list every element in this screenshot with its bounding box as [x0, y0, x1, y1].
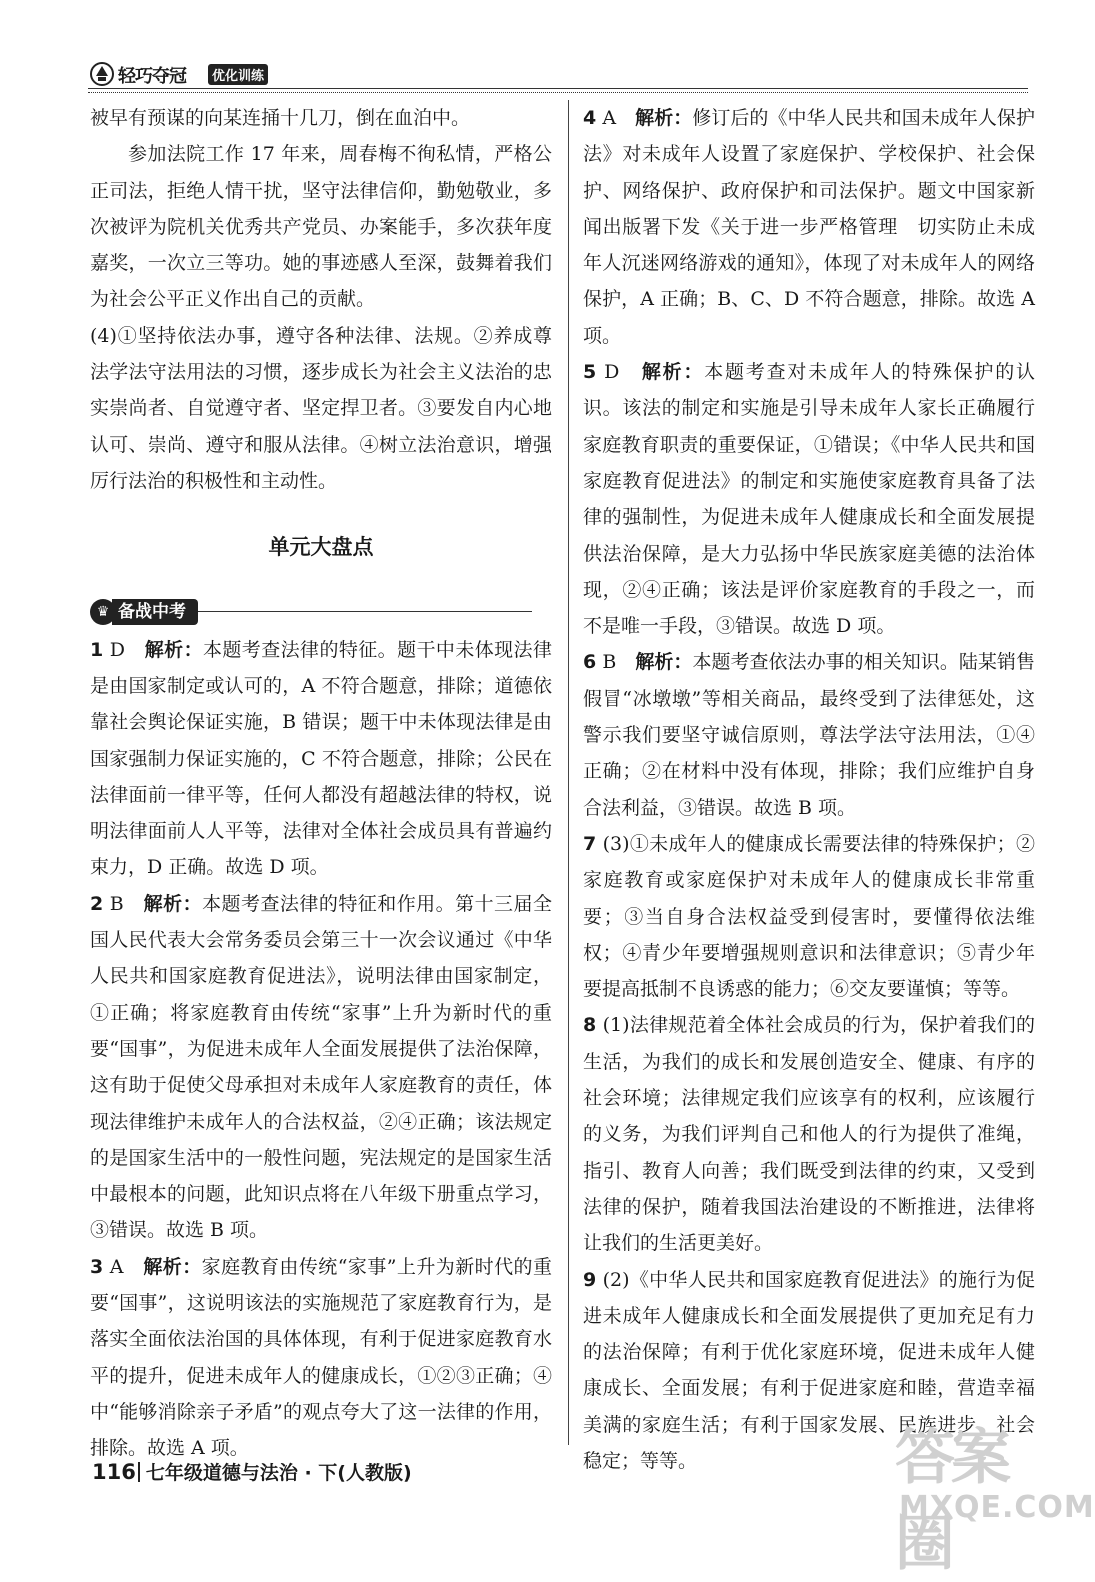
page-number: 116: [92, 1460, 136, 1484]
paragraph: 被早有预谋的向某连捅十几刀，倒在血泊中。: [90, 107, 471, 129]
footer-bar: [138, 1462, 140, 1482]
brand-name: 轻巧夺冠: [118, 66, 186, 87]
left-column: [90, 100, 552, 1467]
item-keyword: 解析：: [635, 107, 693, 129]
answer-item: [583, 826, 1035, 1007]
item-text: 本题考查对未成年人的特殊保护的认识。该法的制定和实施是引导未成年人家长正确履行家庭教育职责的重要保证，①错误；《中华人民共和国家庭教育促进法》的制定和实施使家庭教育具备了法律的强制性，为促进未成年人健康成长和全面发展提供法治保障，是大力弘扬中华民族家庭美德的法治体现，②④正确；该法是评价家庭教育的手段之一，而不是唯一手段，③错误。故选 D 项。: [583, 361, 1035, 638]
item-text: 本题考查依法办事的相关知识。陆某销售假冒“冰墩墩”等相关商品，最终受到了法律惩处，这警示我们要坚守诚信原则，尊法学法守法用法，①④正确；②在材料中没有体现，排除；我们应维护自身合法利益，③错误。故选 B 项。: [583, 651, 1035, 819]
item-answer: D: [109, 638, 125, 661]
item-text: (2)《中华人民共和国家庭教育促进法》的施行为促进未成年人健康成长和全面发展提供了更加充足有力的法治保障；有利于优化家庭环境，促进未成年人健康成长、全面发展；有利于促进家庭和睦，营造幸福美满的家庭生活；有利于国家发展、民族进步、社会稳定；等等。: [583, 1268, 1035, 1472]
item-keyword: 解析：: [143, 1255, 202, 1278]
watermark: [885, 1410, 1095, 1579]
logo-icon: [88, 60, 116, 88]
section-tag: [90, 598, 532, 626]
item-text: (3)①未成年人的健康成长需要法律的特殊保护；②家庭教育或家庭保护对未成年人的健康成长非常重要；③当自身合法权益受到侵害时，要懂得依法维权；④青少年要增强规则意识和法律意识；⑤青少年要提高抵制不良诱惑的能力；⑥交友要谨慎；等等。: [583, 832, 1035, 1001]
header-rule: [88, 88, 1028, 93]
paragraph: (4)①坚持依法办事，遵守各种法律、法规。②养成尊法学法守法用法的习惯，逐步成长为社会主义法治的忠实崇尚者、自觉遵守者、坚定捍卫者。③要发自内心地认可、崇尚、遵守和服从法律。④树立法治意识，增强厉行法治的积极性和主动性。: [90, 324, 552, 492]
watermark-line-2: MXQE.COM: [899, 1490, 1095, 1525]
item-number: 4: [583, 107, 597, 129]
item-answer: D: [604, 361, 620, 384]
page-header: [88, 58, 1028, 94]
answer-item: [90, 886, 552, 1249]
watermark-line-1: 答案圈: [895, 1423, 1007, 1579]
answer-item: [90, 1249, 552, 1467]
book-title: 七年级道德与法治 · 下(人教版): [145, 1462, 412, 1484]
answer-item: [90, 632, 552, 886]
item-text: (1)法律规范着全体社会成员的行为，保护着我们的生活，为我们的成长和发展创造安全、健康、有序的社会环境；法律规定我们应该享有的权利，应该履行的义务，为我们评判自己和他人的行为提供了准绳，指引、教育人向善；我们既受到法律的约束，又受到法律的保护，随着我国法治建设的不断推进，法律将让我们的生活更美好。: [583, 1014, 1035, 1255]
item-keyword: 解析：: [641, 361, 705, 384]
tag-rule: [198, 611, 532, 612]
item-answer: B: [109, 892, 124, 915]
right-column: [583, 100, 1035, 1479]
item-answer: B: [602, 651, 617, 674]
crown-icon: ♛: [90, 599, 116, 625]
answer-item: [583, 100, 1035, 354]
answer-item: [583, 1007, 1035, 1261]
item-text: 修订后的《中华人民共和国未成年人保护法》对未成年人设置了家庭保护、学校保护、社会保护、网络保护、政府保护和司法保护。题文中国家新闻出版署下发《关于进一步严格管理 切实防止未成年人沉迷网络游戏的通知》，体现了对未成年人的网络保护，A 正确；B、C、D 不符合题意，排除。故选 A 项。: [583, 107, 1035, 347]
item-number: 1: [90, 638, 104, 661]
item-number: 9: [583, 1268, 597, 1291]
item-number: 7: [583, 832, 597, 855]
answer-item: [583, 644, 1035, 825]
item-number: 3: [90, 1255, 104, 1278]
column-divider: [568, 100, 569, 1445]
item-text: 家庭教育由传统“家事”上升为新时代的重要“国事”，这说明该法的实施规范了家庭教育行为，是落实全面依法治国的具体体现，有利于促进家庭教育水平的提升，促进未成年人的健康成长，①②③正确；④中“能够消除亲子矛盾”的观点夸大了这一法律的作用，排除。故选 A 项。: [90, 1255, 552, 1460]
item-number: 6: [583, 651, 597, 674]
paragraph: 参加法院工作 17 年来，周春梅不徇私情，严格公正司法，拒绝人情干扰，坚守法律信仰，勤勉敬业，多次被评为院机关优秀共产党员、办案能手，多次获年度嘉奖，一次立三等功。她的事迹感人至深，鼓舞着我们为社会公平正义作出自己的贡献。: [90, 143, 552, 311]
item-keyword: 解析：: [143, 892, 203, 915]
item-text: 本题考查法律的特征和作用。第十三届全国人民代表大会常务委员会第三十一次会议通过《中华人民共和国家庭教育促进法》，说明法律由国家制定，①正确；将家庭教育由传统“家事”上升为新时代的重要“国事”，为促进未成年人全面发展提供了法治保障，这有助于促使父母承担对未成年人家庭教育的责任，体现法律维护未成年人的合法权益，②④正确；该法规定的是国家生活中的一般性问题，宪法规定的是国家生活中最根本的问题，此知识点将在八年级下册重点学习，③错误。故选 B 项。: [90, 892, 552, 1242]
answer-item: [583, 354, 1035, 644]
section-title: 单元大盘点: [268, 535, 374, 560]
item-keyword: 解析：: [635, 651, 693, 674]
item-number: 2: [90, 892, 104, 915]
item-answer: A: [602, 107, 617, 129]
page-footer: [92, 1458, 412, 1485]
item-answer: A: [109, 1255, 124, 1278]
tag-label: 备战中考: [112, 599, 198, 625]
item-number: 8: [583, 1014, 597, 1037]
item-text: 本题考查法律的特征。题干中未体现法律是由国家制定或认可的，A 不符合题意，排除；道德依靠社会舆论保证实施，B 错误；题干中未体现法律是由国家强制力保证实施的，C 不符合题意，排除；公民在法律面前一律平等，任何人都没有超越法律的特权，说明法律面前人人平等，法律对全体社会成员具有普遍约束力，D 正确。故选 D 项。: [90, 638, 552, 879]
item-keyword: 解析：: [144, 638, 203, 661]
item-number: 5: [583, 361, 597, 384]
brand-subtitle: 优化训练: [208, 64, 268, 85]
